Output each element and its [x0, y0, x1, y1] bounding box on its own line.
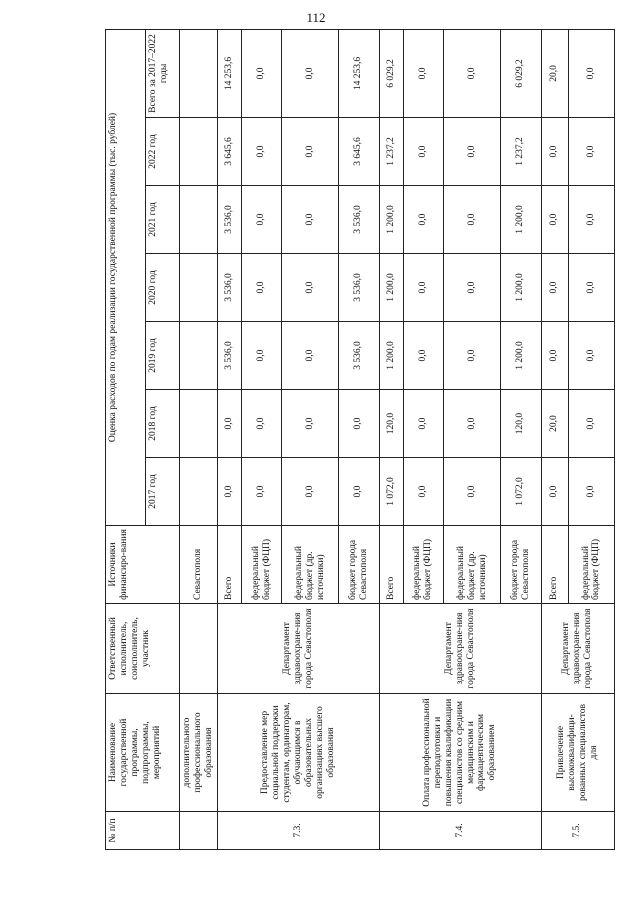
cell-total: 14 253,6 [339, 29, 379, 117]
header-year: 2017 год [146, 458, 180, 526]
cell-value: 1 237,2 [501, 118, 541, 186]
cell-value: 0,0 [541, 186, 568, 254]
cell-value: 1 072,0 [379, 458, 403, 526]
row-name: Оплата профессиональной переподготовки и повышения квалификации специалистов со средним медицинским и фармацевтическим образованием [379, 694, 541, 812]
header-year: 2020 год [146, 254, 180, 322]
cell-value: 0,0 [217, 390, 241, 458]
cell-value: 3 536,0 [339, 186, 379, 254]
row-source: Всего [217, 526, 241, 604]
cell-value: 1 072,0 [501, 458, 541, 526]
page-number: 112 [306, 10, 326, 25]
header-year: 2021 год [146, 186, 180, 254]
cell-value: 0,0 [444, 390, 501, 458]
cell-value: 1 200,0 [379, 186, 403, 254]
row-source: федеральный бюджет (др. источники) [444, 526, 501, 604]
cell-value: 1 200,0 [379, 322, 403, 390]
cell-total: 0,0 [568, 29, 614, 117]
header-year: 2019 год [146, 322, 180, 390]
cell-value: 3 536,0 [339, 254, 379, 322]
row-name: Предоставление мер социальной поддержки студентам, ординаторам, обучающимся в образовательных организациях высшего образования [217, 694, 379, 812]
row-source: бюджет города Севастополя [339, 526, 379, 604]
cell-value: 0,0 [568, 458, 614, 526]
header-row-1 [106, 29, 146, 849]
row-num: 7.5. [541, 812, 614, 850]
cell-value: 3 536,0 [217, 254, 241, 322]
cell-value: 0,0 [217, 458, 241, 526]
header-responsible: Ответственный исполнитель, соисполнитель, участник [106, 604, 180, 694]
cell-value: 0,0 [403, 390, 443, 458]
row-source: федеральный бюджет (ФЦП) [241, 526, 281, 604]
cell-value: 0,0 [241, 390, 281, 458]
cell-value: 1 237,2 [379, 118, 403, 186]
cell-value: 120,0 [501, 390, 541, 458]
cell-value: 0,0 [339, 458, 379, 526]
cell-value: 0,0 [444, 458, 501, 526]
row-responsible: Департамент здравоохране-ния города Севастополя [541, 604, 614, 694]
header-total: Всего за 2017–2022 годы [146, 29, 180, 117]
cell-value: 0,0 [403, 458, 443, 526]
cell-value: 0,0 [568, 118, 614, 186]
cell-value: 1 200,0 [379, 254, 403, 322]
cell-value: 0,0 [282, 118, 339, 186]
cell-value: 0,0 [541, 322, 568, 390]
row-source: федеральный бюджет (др. источники) [282, 526, 339, 604]
cell-value: 0,0 [568, 390, 614, 458]
cell-value: 3 536,0 [217, 186, 241, 254]
row-responsible: Департамент здравоохране-ния города Севастополя [379, 604, 541, 694]
row-num: 7.3. [217, 812, 379, 850]
cell-value: 0,0 [241, 254, 281, 322]
cell-value: 0,0 [339, 390, 379, 458]
cell-value: 0,0 [241, 458, 281, 526]
row-source: Всего [541, 526, 568, 604]
cell-value: 0,0 [568, 186, 614, 254]
cell-value: 0,0 [241, 322, 281, 390]
cont-source: Севастополя [180, 526, 218, 604]
cell-value: 0,0 [541, 254, 568, 322]
cell-value: 0,0 [444, 322, 501, 390]
cell-value: 1 200,0 [501, 254, 541, 322]
expenditure-table [105, 29, 615, 850]
cell-total: 14 253,6 [217, 29, 241, 117]
cell-value: 0,0 [403, 186, 443, 254]
cell-value: 0,0 [282, 322, 339, 390]
row-num: 7.4. [379, 812, 541, 850]
cell-total: 0,0 [241, 29, 281, 117]
row-responsible: Департамент здравоохране-ния города Севастополя [217, 604, 379, 694]
cell-value: 0,0 [444, 118, 501, 186]
row-source: федеральный бюджет (ФЦП) [403, 526, 443, 604]
header-estimate: Оценка расходов по годам реализации государственной программы (тыс. рублей) [106, 29, 146, 525]
cell-value: 120,0 [379, 390, 403, 458]
row-source: федеральный бюджет (ФЦП) [568, 526, 614, 604]
row-name: Привлечение высококвалифици-рованных специалистов для [541, 694, 614, 812]
cell-value: 1 200,0 [501, 322, 541, 390]
cell-total: 0,0 [403, 29, 443, 117]
cell-value: 0,0 [444, 254, 501, 322]
header-source: Источники финансиро-вания [106, 526, 180, 604]
header-year: 2018 год [146, 390, 180, 458]
cell-value: 0,0 [403, 322, 443, 390]
cell-value: 20,0 [541, 390, 568, 458]
cell-value: 3 645,6 [217, 118, 241, 186]
cell-value: 0,0 [241, 186, 281, 254]
row-source: Всего [379, 526, 403, 604]
header-year: 2022 год [146, 118, 180, 186]
row-source: бюджет города Севастополя [501, 526, 541, 604]
header-name: Наименование государственной программы, подпрограммы, мероприятий [106, 694, 180, 812]
cell-value: 0,0 [282, 390, 339, 458]
cell-value: 3 536,0 [217, 322, 241, 390]
cell-value: 0,0 [541, 118, 568, 186]
cell-value: 0,0 [444, 186, 501, 254]
cont-name: дополнительного профессионального образования [180, 694, 218, 812]
table-row [541, 29, 568, 849]
cell-value: 0,0 [241, 118, 281, 186]
cell-value: 0,0 [403, 118, 443, 186]
table-row [217, 29, 241, 849]
cell-value: 1 200,0 [501, 186, 541, 254]
cell-total: 6 029,2 [501, 29, 541, 117]
cell-value: 0,0 [568, 254, 614, 322]
cell-value: 0,0 [568, 322, 614, 390]
continuation-row [180, 29, 218, 849]
cell-value: 0,0 [541, 458, 568, 526]
rotated-table-container [105, 30, 615, 850]
cell-total: 6 029,2 [379, 29, 403, 117]
cell-total: 20,0 [541, 29, 568, 117]
cell-value: 3 536,0 [339, 322, 379, 390]
table-row [379, 29, 403, 849]
cell-value: 0,0 [282, 186, 339, 254]
cell-total: 0,0 [444, 29, 501, 117]
cell-value: 0,0 [403, 254, 443, 322]
cell-value: 3 645,6 [339, 118, 379, 186]
cell-value: 0,0 [282, 254, 339, 322]
cell-total: 0,0 [282, 29, 339, 117]
header-num: № п/п [106, 812, 180, 850]
cell-value: 0,0 [282, 458, 339, 526]
